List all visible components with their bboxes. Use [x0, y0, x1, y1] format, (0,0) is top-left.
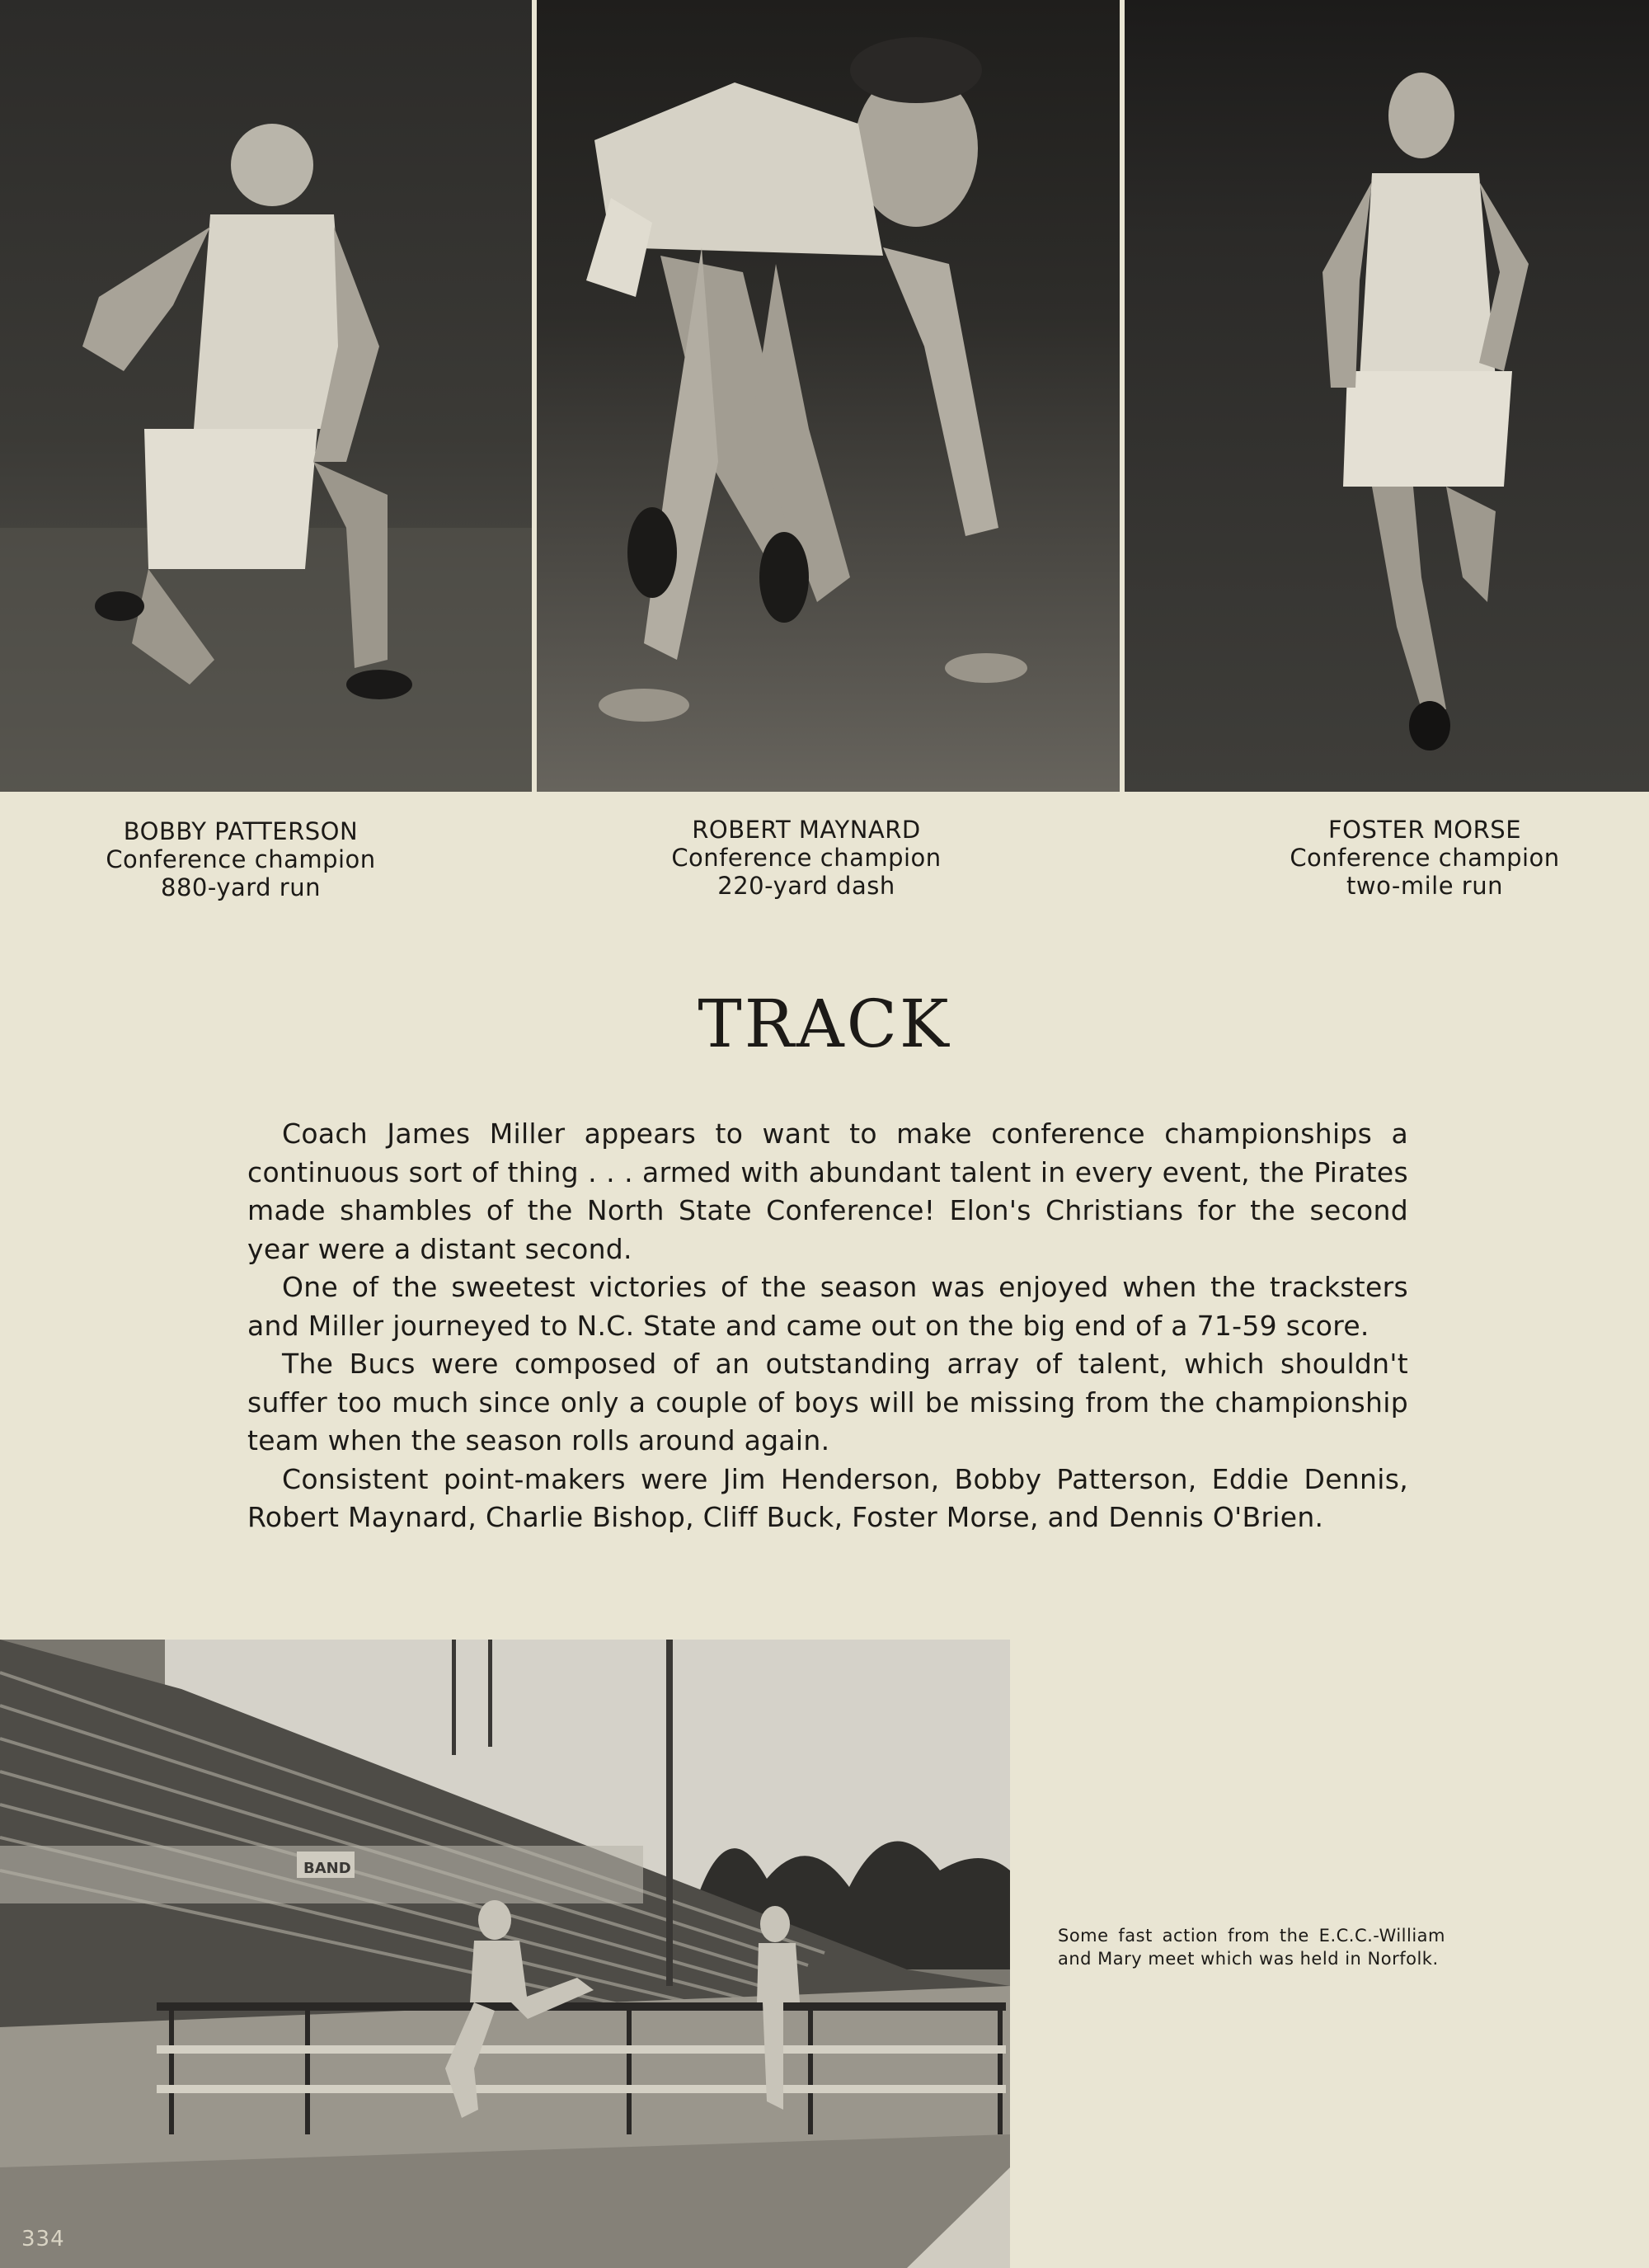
paragraph: Consistent point-makers were Jim Henderson, Bobby Patterson, Eddie Dennis, Robert Maynard, Charlie Bishop, Cliff Buck, Foster Morse, and Dennis O'Brien. — [247, 1462, 1408, 1533]
athlete-name: BOBBY PATTERSON — [123, 817, 359, 845]
stadium-band-sign: BAND — [303, 1860, 351, 1877]
paragraph: The Bucs were composed of an outstanding array of talent, which shouldn't suffer too much since only a couple of boys will be missing from the championship team when the season rolls around again. — [247, 1348, 1408, 1456]
athlete-event: two-mile run — [1346, 872, 1503, 900]
athlete-title: Conference champion — [671, 844, 942, 872]
action-photo-caption: Some fast action from the E.C.C.-William and Mary meet which was held in Norfolk. — [1058, 1926, 1445, 1969]
athlete-title: Conference champion — [1290, 844, 1560, 872]
athlete-event: 880-yard run — [161, 873, 321, 901]
caption-foster-morse — [1260, 816, 1590, 900]
page-title: TRACK — [698, 986, 951, 1062]
photo-foster-morse — [1125, 0, 1649, 792]
paragraph: One of the sweetest victories of the season was enjoyed when the tracksters and Miller journeyed to N.C. State and came out on the big end of a 71-59 score. — [247, 1271, 1408, 1342]
caption-robert-maynard — [641, 816, 971, 900]
athlete-title: Conference champion — [106, 845, 376, 873]
athlete-event: 220-yard dash — [717, 872, 895, 900]
page-number: 334 — [21, 2227, 65, 2252]
photo-hurdles-action — [0, 1640, 1010, 2268]
photo-robert-maynard — [537, 0, 1120, 792]
athlete-name: FOSTER MORSE — [1327, 816, 1522, 844]
paragraph: Coach James Miller appears to want to make conference championships a continuous sort of thing . . . armed with abundant talent in every event, the Pirates made shambles of the North State Conference! Elon's Christians for the second year were a distant second. — [247, 1118, 1408, 1265]
caption-bobby-patterson — [76, 817, 406, 901]
photo-bobby-patterson — [0, 0, 532, 792]
athlete-name: ROBERT MAYNARD — [692, 816, 921, 844]
article-body — [247, 1115, 1408, 1537]
